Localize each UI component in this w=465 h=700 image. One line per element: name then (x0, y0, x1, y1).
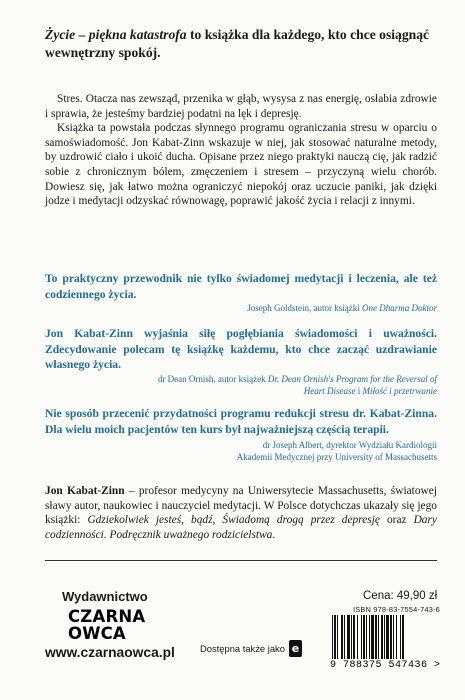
publisher-logo: CZARNA OWCA (68, 607, 146, 643)
ebook-availability (200, 640, 302, 657)
description-paragraph-1: Stres. Otacza nas zewsząd, przenika w głąb, wysysa z nas energię, osłabia zdrowie i sprawia, że jesteśmy bardziej podatni na lęk i depresję. (45, 93, 437, 120)
lead-statement (45, 26, 437, 62)
quote-2: Jon Kabat-Zinn wyjaśnia siłę pogłębiania świadomości i uważności. Zdecydowanie polecam tę książkę każdemu, kto chce zacząć uzdrawianie własnego życia. (45, 327, 437, 372)
quote-1: To praktyczny przewodnik nie tylko świadomej medytacji i leczenia, ale też codziennego życia. (45, 272, 437, 301)
quote-3-source: dr Joseph Albert, dyrektor Wydziału Kardiologii Akademii Medycznej przy University of Massachusetts (236, 440, 437, 462)
divider (45, 560, 437, 561)
barcode (330, 615, 440, 661)
description (45, 92, 437, 209)
isbn: ISBN 978-83-7554-743-6 (353, 605, 440, 614)
ebook-label: Dostępna także jako (200, 643, 285, 654)
description-paragraph-2: Książka ta powstała podczas słynnego programu ograniczania stresu w oparciu o samoświadomość. Jon Kabat-Zinn wskazuje w niej, jak stosować naturalne metody, by uzdrowić ciało i ukoić ducha. Opisane przez niego praktyki nauczą cię, jak radzić sobie z chronicznym bólem, zmęczeniem i stresem – przyczyną wielu chorób. Dowiesz się, jak łatwo można ograniczyć niepokój oraz uczucie paniki, jak dzięki jodze i medytacji odzyskać równowagę, poprawić jakość życia i relacji z innymi. (45, 122, 437, 208)
book-title: Życie – piękna katastrofa (45, 27, 187, 42)
publisher-label: Wydawnictwo (62, 589, 148, 604)
publisher-url[interactable]: www.czarnaowca.pl (45, 645, 175, 660)
barcode-digits: 9 788375 547436 > (330, 660, 441, 671)
e-book-icon: e (289, 640, 302, 657)
author-name: Jon Kabat-Zinn (45, 485, 125, 497)
quote-2-source: dr Dean Ornish, autor książek Dr. Dean Ornish's Program for the Reversal of Heart Disease i Miłość i przetrwanie (157, 374, 437, 396)
author-bio: Jon Kabat-Zinn – profesor medycyny na Uniwersytecie Massachusetts, światowej sławy autor, naukowiec i nauczyciel medytacji. W Polsce dotychczas ukazały się jego książki: Gdziekolwiek jesteś, bądź, Świadomą drogą przez depresję oraz Dary codzienności. Podręcznik uważnego rodzicielstwa. (45, 485, 437, 541)
lead-text: to książka dla każdego, kto chce osiągnąć wewnętrzny spokój. (45, 27, 430, 60)
quote-3: Nie sposób przecenić przydatności programu redukcji stresu dr. Kabat-Zinna. Dla wielu moich pacjentów ten kurs był najważniejszą częścią terapii. (45, 407, 437, 436)
price: Cena: 49,90 zł (363, 590, 438, 602)
quote-1-source: Joseph Goldstein, autor książki One Dharma Doktor (247, 303, 437, 313)
